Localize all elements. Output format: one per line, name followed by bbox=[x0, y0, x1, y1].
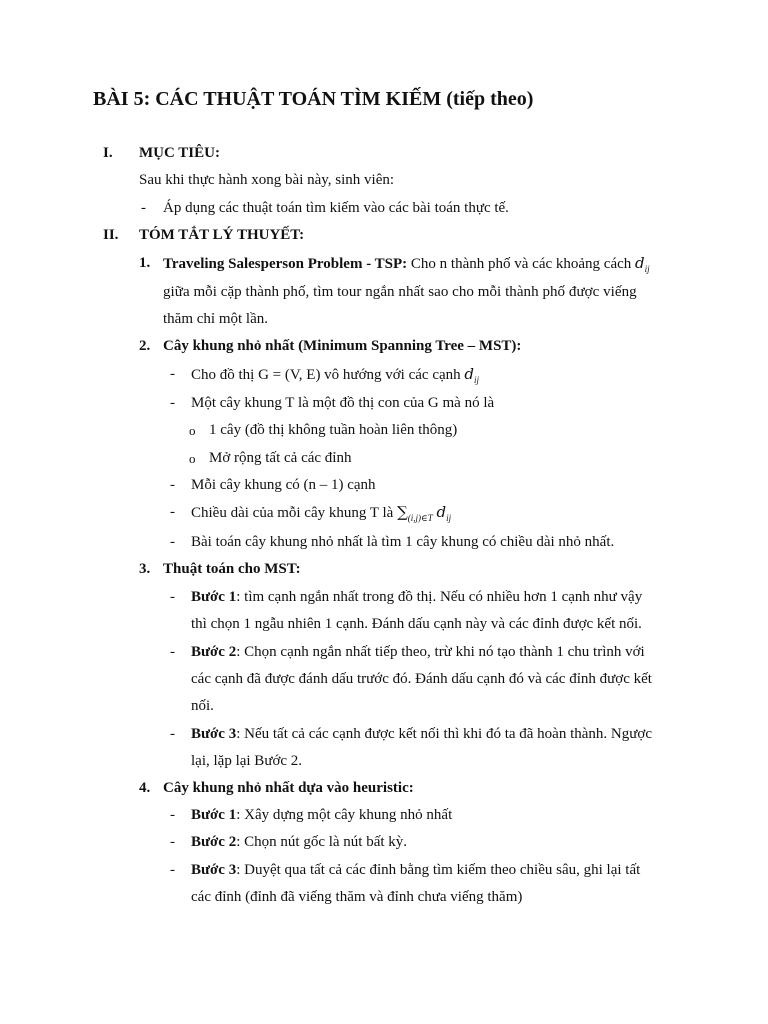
section-1-heading: MỤC TIÊU: bbox=[139, 145, 220, 161]
item-3-step-2-line-3: nối. bbox=[191, 698, 214, 714]
section-2-heading: TÓM TẮT LÝ THUYẾT: bbox=[139, 227, 305, 243]
item-4-number: 4. bbox=[139, 780, 151, 796]
item-1-line-3: thăm chỉ một lần. bbox=[163, 311, 268, 327]
item-1-line-1 bbox=[163, 256, 709, 272]
step-label: Bước 1 bbox=[191, 807, 237, 823]
item-4-step-3-line-2: các đỉnh (đỉnh đã viếng thăm và đỉnh chưa viếng thăm) bbox=[191, 889, 523, 905]
item-1-math: d bbox=[635, 254, 645, 272]
item-1-text: Cho n thành phố và các khoảng cách bbox=[410, 256, 632, 272]
step-text: : Chọn nút gốc là nút bất kỳ. bbox=[236, 834, 408, 850]
item-2-bullet-1-sub: ij bbox=[474, 375, 480, 385]
item-3-step-2-line-1 bbox=[191, 645, 645, 660]
item-2-bullet-2: Một cây khung T là một đồ thị con của G mà nó là bbox=[191, 395, 495, 411]
title-paren: (tiếp theo) bbox=[446, 88, 534, 110]
item-1-line-2: giữa mỗi cặp thành phố, tìm tour ngắn nhất sao cho mỗi thành phố được viếng bbox=[163, 284, 637, 300]
section-2-number: II. bbox=[103, 227, 119, 243]
step-label: Bước 2 bbox=[191, 834, 237, 850]
step-label: Bước 3 bbox=[191, 862, 237, 878]
item-3-step-3-line-2: lại, lặp lại Bước 2. bbox=[191, 753, 303, 769]
step-text: : Xây dựng một cây khung nhỏ nhất bbox=[236, 807, 453, 823]
dash-marker: - bbox=[170, 834, 175, 850]
item-2-heading: Cây khung nhỏ nhất (Minimum Spanning Tree – MST): bbox=[163, 338, 522, 354]
item-2-bullet-4-math: d bbox=[436, 503, 447, 521]
item-2-bullet-3: Mỗi cây khung có (n – 1) cạnh bbox=[191, 477, 376, 493]
step-text: : Chọn cạnh ngắn nhất tiếp theo, trừ khi nó tạo thành 1 chu trình với bbox=[236, 644, 645, 660]
step-label: Bước 1 bbox=[191, 589, 237, 605]
item-2-bullet-1-math: d bbox=[464, 365, 474, 383]
item-4-step-2 bbox=[191, 835, 407, 850]
item-2-bullet-4-sub: ij bbox=[446, 513, 452, 523]
circle-marker: o bbox=[189, 451, 196, 466]
step-text: : Duyệt qua tất cả các đỉnh bằng tìm kiếm theo chiều sâu, ghi lại tất bbox=[236, 862, 641, 878]
item-2-bullet-1-text: Cho đồ thị G = (V, E) vô hướng với các cạnh bbox=[191, 367, 461, 383]
step-label: Bước 3 bbox=[191, 726, 237, 742]
sum-subscript: (i,j)∈T bbox=[407, 513, 433, 523]
item-4-heading: Cây khung nhỏ nhất dựa vào heuristic: bbox=[163, 780, 414, 796]
dash-marker: - bbox=[170, 534, 175, 550]
dash-marker: - bbox=[170, 644, 175, 660]
section-1-number: I. bbox=[103, 145, 113, 161]
step-label: Bước 2 bbox=[191, 644, 237, 660]
dash-marker: - bbox=[170, 589, 175, 605]
item-1-math-sub: ij bbox=[644, 264, 650, 274]
item-1-number: 1. bbox=[139, 255, 151, 271]
dash-marker: - bbox=[170, 862, 175, 878]
dash-marker: - bbox=[170, 504, 175, 520]
item-2-bullet-5: Bài toán cây khung nhỏ nhất là tìm 1 cây khung có chiều dài nhỏ nhất. bbox=[191, 534, 615, 550]
item-1-bold: Traveling Salesperson Problem - TSP: bbox=[163, 256, 408, 272]
title-main: BÀI 5: CÁC THUẬT TOÁN TÌM KIẾM bbox=[93, 88, 442, 110]
item-2-bullet-4-text: Chiều dài của mỗi cây khung T là bbox=[191, 505, 394, 521]
item-2-bullet-4 bbox=[191, 505, 451, 521]
item-2-number: 2. bbox=[139, 338, 151, 354]
dash-marker: - bbox=[141, 200, 146, 216]
item-2-sub-2: Mở rộng tất cả các đỉnh bbox=[209, 450, 352, 466]
item-3-step-1-line-1 bbox=[191, 590, 642, 605]
item-4-step-3-line-1 bbox=[191, 863, 640, 878]
item-2-sub-1: 1 cây (đồ thị không tuần hoàn liên thông) bbox=[209, 422, 458, 438]
dash-marker: - bbox=[170, 395, 175, 411]
step-text: : tìm cạnh ngắn nhất trong đồ thị. Nếu có nhiều hơn 1 cạnh như vậy bbox=[236, 589, 643, 605]
step-text: : Nếu tất cả các cạnh được kết nối thì khi đó ta đã hoàn thành. Ngược bbox=[236, 726, 652, 742]
dash-marker: - bbox=[170, 726, 175, 742]
section-1-bullet: Áp dụng các thuật toán tìm kiếm vào các bài toán thực tế. bbox=[163, 200, 509, 216]
page-title bbox=[93, 89, 533, 109]
dash-marker: - bbox=[170, 807, 175, 823]
section-1-intro: Sau khi thực hành xong bài này, sinh viên: bbox=[139, 172, 395, 188]
item-3-step-1-line-2: thì chọn 1 ngẫu nhiên 1 cạnh. Đánh dấu cạnh này và các đỉnh được kết nối. bbox=[191, 616, 642, 632]
circle-marker: o bbox=[189, 423, 196, 438]
item-3-heading: Thuật toán cho MST: bbox=[163, 561, 301, 577]
item-3-step-2-line-2: các cạnh đã được đánh dấu trước đó. Đánh dấu cạnh đó và các đỉnh được kết bbox=[191, 671, 652, 687]
item-3-number: 3. bbox=[139, 561, 151, 577]
dash-marker: - bbox=[170, 477, 175, 493]
sum-symbol: ∑ bbox=[397, 503, 408, 521]
item-3-step-3-line-1 bbox=[191, 727, 652, 742]
item-4-step-1 bbox=[191, 808, 452, 823]
dash-marker: - bbox=[170, 366, 175, 382]
item-2-bullet-1 bbox=[191, 367, 479, 383]
